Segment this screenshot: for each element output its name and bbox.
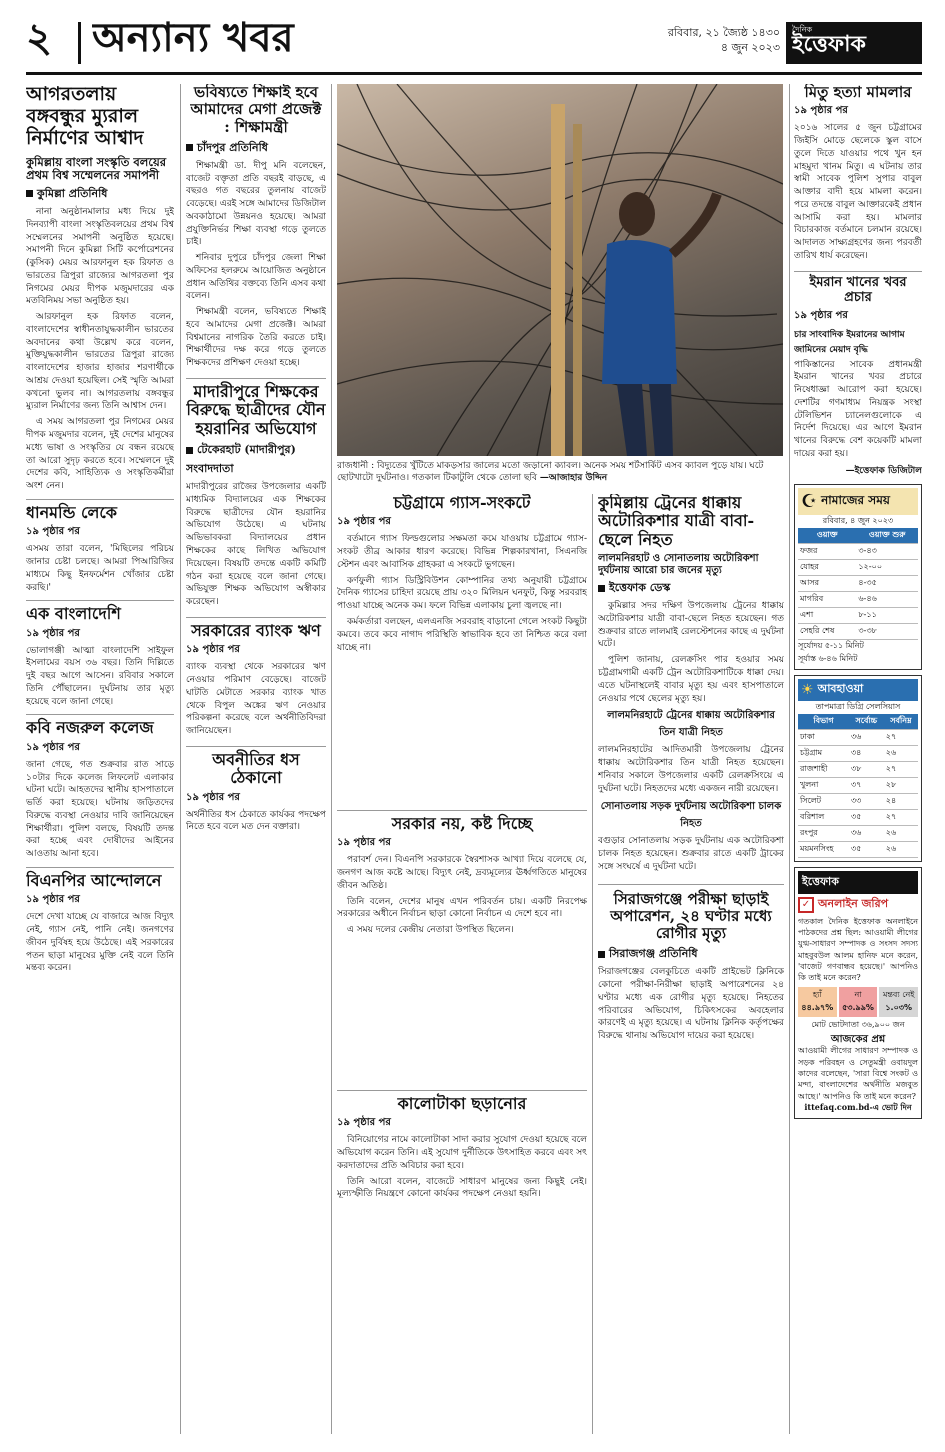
article-body-nazrul-college: জানা গেছে, গত শুক্রবার রাত সাড়ে ১০টার দিকে কলেজ লিফলেট এলাকার ঘটনা ঘটে। আহতদের স্থানীয় হাসপাতালে ভর্তি করা হয়েছে। ঘটনায় জড়িতদের বিরুদ্ধে ব্যবস্থা নেওয়ার দাবি জানিয়েছেন শিক্ষার্থীরা। পুলিশ বলছে, বিষয়টি তদন্ত করা হচ্ছে এবং দোষীদের আইনের আওতায় আনা হবে। <box>26 759 174 860</box>
prayer-table: ওয়াক্ত ওয়াক্ত শুরু ফজর ৩-৪৩ যোহর ১২-০০ আসর ৪-৩৫ মাগরিব ৬-৪৬ এশা ৮-১১ সেহরি শেষ ৩-৩৮ <box>798 528 918 640</box>
continued-ref: ১৯ পৃষ্ঠার পর <box>337 516 391 528</box>
table-row: মাগরিব ৬-৪৬ <box>798 591 918 607</box>
article-govt-suffering: সরকার নয়, কষ্ট দিচ্ছে ১৯ পৃষ্ঠার পর পরাবর্শ দেন। বিএনপি সরকারকে স্বৈরশাসক আখ্যা দিয়ে বলেছে যে, জনগণ আজ কষ্টে আছে। বিদ্যুৎ নেই, দ্রব্যমূল্যের ঊর্ধ্বগতিতে মানুষের জীবন অতিষ্ঠ। তিনি বলেন, দেশের মানুষ এখন পরিবর্তন চায়। একটি নিরপেক্ষ সরকারের অধীনে নির্বাচন ছাড়া কোনো নির্বাচন এ দেশে হবে না। এ সময় দলের কেন্দ্রীয় নেতারা উপস্থিত ছিলেন। <box>337 810 587 1084</box>
poll-logo: ইত্তেফাক <box>798 871 918 894</box>
column-1 <box>26 84 174 1434</box>
article-chittagong-gas: চট্টগ্রামে গ্যাস-সংকটে ১৯ পৃষ্ঠার পর বর্তমানে গ্যাস ফিল্ডগুলোর সক্ষমতা কমে যাওয়ায় চট্টগ্রামে গ্যাস-সংকট তীব্র আকার ধারণ করেছে। বিভিন্ন শিল্পকারখানা, সিএনজি স্টেশন এবং আবাসিক গ্রাহকরা এ সংকটে ভুগছেন। কর্ণফুলী গ্যাস ডিস্ট্রিবিউশন কোম্পানির তথ্য অনুযায়ী চট্টগ্রামে দৈনিক গ্যাসের চাহিদা রয়েছে প্রায় ৩২০ মিলিয়ন ঘনফুট, কিন্তু সরবরাহ পাওয়া যাচ্ছে অনেক কম। ফলে বিভিন্ন এলাকায় চুলা জ্বলছে না। কর্মকর্তারা বলছেন, এলএনজি সরবরাহ বাড়ানো গেলে সংকট কিছুটা কমবে। তবে কবে নাগাদ পরিস্থিতি স্বাভাবিক হবে তা নিশ্চিত করে বলা যাচ্ছে না। <box>337 494 587 653</box>
article-black-money: কালোটাকা ছড়ানোর ১৯ পৃষ্ঠার পর বিনিয়োগের নামে কালোটাকা সাদা করার সুযোগ দেওয়া হয়েছে বলে অভিযোগ করেন তিনি। এই সুযোগ দুর্নীতিকে উৎসাহিত করবে এবং সৎ করদাতাদের প্রতি অবিচার করা হবে। তিনি আরো বলেন, বাজেটে সাধারণ মানুষের জন্য কিছুই নেই। মূল্যস্ফীতি নিয়ন্ত্রণে কোনো কার্যকর পদক্ষেপ নেওয়া হয়নি। <box>337 1090 587 1434</box>
table-row: রাজশাহী ৩৮ ২৭ <box>798 761 918 777</box>
credit: —ইত্তেফাক ডিজিটাল <box>845 465 922 476</box>
headline-govt-suffering: সরকার নয়, কষ্ট দিচ্ছে <box>391 814 533 833</box>
poll-yes: হ্যাঁ ৪৪.৯৭% <box>798 987 837 1017</box>
deck-comilla-train: লালমনিরহাট ও সোনাতলায় অটোরিকশা দুর্ঘটনায় আরো চার জনের মৃত্যু <box>598 553 759 576</box>
byline: টেকেরহাট (মাদারীপুর) সংবাদদাতা <box>186 441 326 479</box>
headline-madaripur: মাদারীপুরে শিক্ষকের বিরুদ্ধে ছাত্রীদের যৌন হয়রানির অভিযোগ <box>186 378 326 438</box>
header-rule <box>26 72 922 75</box>
byline: ইত্তেফাক ডেস্ক <box>598 579 784 598</box>
column-divider <box>180 84 181 1434</box>
todays-question: আওয়ামী লীগের সাধারণ সম্পাদক ও সড়ক পরিবহন ও সেতুমন্ত্রী ওবায়দুল কাদের বলেছেন, 'সারা বিশ্বে সংকট ও মন্দা, বাংলাদেশের অর্থনীতি মজবুত আছে।' আপনিও কি তাই মনে করেন? <box>798 1046 918 1101</box>
section-title: অন্যান্য খবর <box>92 18 294 61</box>
continued-ref: ১৯ পৃষ্ঠার পর <box>26 526 80 538</box>
sun-cloud-icon: ☀ <box>801 681 814 698</box>
column-4: কুমিল্লায় ট্রেনের ধাক্কায় অটোরিকশার যাত্রী বাবা-ছেলে নিহত লালমনিরহাট ও সোনাতলায় অটোরিকশা দুর্ঘটনায় আরো চার জনের মৃত্যু ইত্তেফাক ডেস্ক কুমিল্লার সদর দক্ষিণ উপজেলায় ট্রেনের ধাক্কায় অটোরিকশার যাত্রী বাবা-ছেলে নিহত হয়েছেন। গত শুক্রবার রাতে লালমাই রেলস্টেশনের কাছে এ দুর্ঘটনা ঘটে। পুলিশ জানায়, রেলক্রসিং পার হওয়ার সময় চট্টগ্রামগামী একটি ট্রেন অটোরিকশাটিকে ধাক্কা দেয়। এতে ঘটনাস্থলেই বাবার মৃত্যু হয় এবং হাসপাতালে নেওয়ার পথে ছেলের মৃত্যু হয়। লালমনিরহাটে ট্রেনের ধাক্কায় অটোরিকশার তিন যাত্রী নিহত লালমনিরহাটের আদিতমারী উপজেলায় ট্রেনের ধাক্কায় অটোরিকশার তিন যাত্রী নিহত হয়েছেন। শনিবার সকালে উপজেলার একটি রেলক্রসিংয়ে এ দুর্ঘটনা ঘটে। নিহতদের মধ্যে একজন নারী রয়েছেন। সোনাতলায় সড়ক দুর্ঘটনায় অটোরিকশা চালক নিহত বগুড়ার সোনাতলায় সড়ক দুর্ঘটনায় এক অটোরিকশা চালক নিহত হয়েছেন। শুক্রবার রাতে একটি ট্রাকের সঙ্গে সংঘর্ষে এ দুর্ঘটনা ঘটে। সিরাজগঞ্জে পরীক্ষা ছাড়াই অপারেশন, ২৪ ঘণ্টার মধ্যে রোগীর মৃত্যু সিরাজগঞ্জ প্রতিনিধি সিরাজগঞ্জের বেলকুচিতে একটি প্রাইভেট ক্লিনিকে কোনো পরীক্ষা-নিরীক্ষা ছাড়াই অপারেশনের ২৪ ঘণ্টার মধ্যে এক রোগীর মৃত্যু হয়েছে। নিহতের পরিবারের অভিযোগ, চিকিৎসকের অবহেলার কারণেই এ মৃত্যু হয়েছে। এ ঘটনায় ক্লিনিক কর্তৃপক্ষের বিরুদ্ধে থানায় অভিযোগ দায়ের করা হয়েছে। <box>598 494 784 1042</box>
continued-ref: ১৯ পৃষ্ঠার পর <box>337 1117 391 1129</box>
weather-box <box>794 675 922 862</box>
header-divider <box>78 22 81 64</box>
poll-no: না ৫৩.৯৯% <box>839 987 878 1017</box>
continued-ref: ১৯ পৃষ্ঠার পর <box>794 309 848 321</box>
poll-title: অনলাইন জরিপ <box>818 897 889 911</box>
headline-nazrul-college: কবি নজরুল কলেজ <box>26 714 174 737</box>
continued-ref: ১৯ পৃষ্ঠার পর <box>26 894 80 906</box>
table-row: ফজর ৩-৪৩ <box>798 543 918 559</box>
table-row: চট্টগ্রাম ৩৪ ২৬ <box>798 745 918 761</box>
article-body-bangladeshi: ভোলাগঞ্জী আত্মা বাংলাদেশি সাইফুল ইসলামের বয়স ৩৬ বছর। তিনি দিল্লিতে দুই বছর আগে আসেন। রবিবার সকালে তিনি পৌঁছালেন। দুর্ঘটনায় তার মৃত্যু হয়েছে বলে জানা গেছে। <box>26 645 174 707</box>
deck-agartala: কুমিল্লায় বাংলা সংস্কৃতি বলয়ের প্রথম বিশ্ব সম্মেলনের সমাপনী <box>26 154 167 182</box>
headline-education-minister: ভবিষ্যতে শিক্ষাই হবে আমাদের মেগা প্রজেক্ট : শিক্ষামন্ত্রী <box>190 84 322 136</box>
article-body-sirajganj: সিরাজগঞ্জের বেলকুচিতে একটি প্রাইভেট ক্লিনিকে কোনো পরীক্ষা-নিরীক্ষা ছাড়াই অপারেশনের ২৪ ঘণ্টার মধ্যে এক রোগীর মৃত্যু হয়েছে। নিহতের পরিবারের অভিযোগ, চিকিৎসকের অবহেলার কারণেই এ মৃত্যু হয়েছে। এ ঘটনায় ক্লিনিক কর্তৃপক্ষের বিরুদ্ধে থানায় অভিযোগ দায়ের করা হয়েছে। <box>598 967 784 1042</box>
table-row: ঢাকা ৩৬ ২৭ <box>798 729 918 745</box>
continued-ref: ১৯ পৃষ্ঠার পর <box>186 644 240 656</box>
article-body-sonatala: বগুড়ার সোনাতলায় সড়ক দুর্ঘটনায় এক অটোরিকশা চালক নিহত হয়েছেন। শুক্রবার রাতে একটি ট্রাকের সঙ্গে সংঘর্ষে এ দুর্ঘটনা ঘটে। <box>598 836 784 872</box>
column-divider <box>789 84 790 1434</box>
table-row: আসর ৪-৩৫ <box>798 575 918 591</box>
prayer-times-box <box>794 484 922 670</box>
poll-no-comment: মন্তব্য নেই ১.০৩% <box>879 987 918 1017</box>
table-row: যোহর ১২-০০ <box>798 559 918 575</box>
photo-caption: রাজধানী : বিদ্যুতের খুঁটিতে মাকড়সার জালের মতো জড়ানো ক্যাবল। অনেক সময় শর্টসার্কিট এসব ক্যাবল পুড়ে যায়। ঘটে ছোটখাটো দুর্ঘটনাও। গতকাল টিকাটুলি থেকে তোলা ছবি —আজাহার উদ্দিন <box>337 461 764 484</box>
headline-bangladeshi: এক বাংলাদেশি <box>26 600 174 623</box>
headline-mitu: মিতু হত্যা মামলার <box>804 84 912 101</box>
weather-subtitle: তাপমাত্রা ডিগ্রি সেলসিয়াস <box>815 701 901 711</box>
page-number: ২ <box>26 18 53 61</box>
headline-dhanmondi: ধানমন্ডি লেকে <box>26 499 174 522</box>
subhead-lalmonirhat: লালমনিরহাটে ট্রেনের ধাক্কায় অটোরিকশার তিন যাত্রী নিহত <box>607 710 775 739</box>
continued-ref: ১৯ পৃষ্ঠার পর <box>337 837 391 849</box>
masthead-logo: দৈনিক ইত্তেফাক <box>786 22 922 64</box>
date-bengali: রবিবার, ২১ জ্যৈষ্ঠ ১৪৩০ <box>667 26 780 39</box>
continued-ref: ১৯ পৃষ্ঠার পর <box>794 105 848 117</box>
byline: চাঁদপুর প্রতিনিধি <box>186 139 326 158</box>
byline: কুমিল্লা প্রতিনিধি <box>26 185 174 204</box>
news-photo-cables <box>337 84 783 456</box>
table-row: ময়মনসিংহ ৩৫ ২৬ <box>798 841 918 857</box>
article-body-economy: অর্থনীতির ধস ঠেকাতে কার্যকর পদক্ষেপ নিতে হবে বলে মত দেন বক্তারা। <box>186 809 326 833</box>
article-body-agartala: নানা অনুষ্ঠানমালার মধ্য দিয়ে দুই দিনব্যাপী বাংলা সংস্কৃতিবলয়ের প্রথম বিশ্ব সম্মেলনের সমাপনী অনুষ্ঠিত হয়েছে। সমাপনী দিনে কুমিল্লা সিটি কর্পোরেশনের (কুসিক) মেয়র আরফানুল হক রিফাত ও ভারতের ত্রিপুরা রাজ্যের আগরতলা পুর নিগমের মেয়র দীপক মজুমদারের এক মতবিনিময় সভা অনুষ্ঠিত হয়। আরফানুল হক রিফাত বলেন, বাংলাদেশের স্বাধীনতাযুদ্ধকালীন ভারতের অবদানের কথা উল্লেখ করে বলেন, মুক্তিযুদ্ধকালীন ভারতের ত্রিপুরা রাজ্যে বাংলাদেশের হাজার হাজার শরণার্থীকে আশ্রয় দেওয়া হয়েছিল। সেই স্মৃতি আমরা কখনো ভুলব না। আগরতলায় বঙ্গবন্ধুর ম্যুরাল নির্মাণের জন্য তিনি আশ্বাস দেন। এ সময় আগরতলা পুর নিগমের মেয়র দীপক মজুমদার বলেন, দুই দেশের মানুষের মধ্যে ভাষা ও সংস্কৃতির যে বন্ধন রয়েছে তা আরো সুদৃঢ় করতে হবে। সম্মেলনে দুই দেশের কবি, সাহিত্যিক ও সংস্কৃতিকর্মীরা অংশ নেন। <box>26 206 174 492</box>
cable-tangle-illustration <box>337 84 783 456</box>
issue-date <box>640 26 780 60</box>
article-body-bank-loan: ব্যাংক ব্যবস্থা থেকে সরকারের ঋণ নেওয়ার পরিমাণ বেড়েছে। বাজেট ঘাটতি মেটাতে সরকার ব্যাংক খাত থেকে বিপুল অঙ্কের ঋণ নেওয়ার পরিকল্পনা করেছে বলে অর্থনীতিবিদরা জানিয়েছেন। <box>186 662 326 737</box>
date-english: ৪ জুন ২০২৩ <box>720 40 780 54</box>
todays-question-title: আজকের প্রশ্ন <box>830 1033 886 1045</box>
article-body-imran-khan: পাকিস্তানের সাবেক প্রধানমন্ত্রী ইমরান খানের খবর প্রচারে নিষেধাজ্ঞা আরোপ করা হয়েছে। দেশটির গণমাধ্যম নিয়ন্ত্রক সংস্থা টেলিভিশন চ্যানেলগুলোকে এ নির্দেশ দিয়েছে। এর আগে ইমরান খানের বিরুদ্ধে বেশ কয়েকটি মামলা দায়ের করা হয়। <box>794 359 922 459</box>
prayer-date: রবিবার, ৪ জুন ২০২৩ <box>822 515 894 525</box>
continued-ref: ১৯ পৃষ্ঠার পর <box>26 741 80 753</box>
sunrise-note: সূর্যোদয় ৫-১১ মিনিট <box>798 640 864 650</box>
column-2 <box>186 84 326 1434</box>
headline-bnp: বিএনপির আন্দোলনে <box>26 867 174 890</box>
table-row: রংপুর ৩৬ ২৬ <box>798 825 918 841</box>
weather-table: বিভাগ সর্বোচ্চ সর্বনিম্ন ঢাকা ৩৬ ২৭ চট্টগ্রাম ৩৪ ২৬ রাজশাহী ৩৮ ২৭ খুলনা ৩৭ ২৮ সিলেট ৩৩ ২৪ বরিশাল ৩৫ ২৭ রংপুর ৩৬ ২৬ ময়মনসিংহ ৩৫ ২৬ <box>798 714 918 858</box>
weather-title: আবহাওয়া <box>817 682 864 696</box>
article-body-education: শিক্ষামন্ত্রী ডা. দীপু মনি বলেছেন, বাজেট বক্তৃতা প্রতি বছরই বাড়ছে, এ বছরও গত বছরের তুলনায় বাজেট বেড়েছে। এরই সঙ্গে আমাদের ডিজিটাল অবকাঠামো উন্নয়নও হয়েছে। আমরা প্রযুক্তিনির্ভর শিক্ষা ব্যবস্থা গড়ে তুলতে চাই। শনিবার দুপুরে চাঁদপুর জেলা শিক্ষা অফিসের হলরুমে আয়োজিত অনুষ্ঠানে প্রধান অতিথির বক্তব্যে তিনি এসব কথা বলেন। শিক্ষামন্ত্রী বলেন, ভবিষ্যতে শিক্ষাই হবে আমাদের মেগা প্রজেক্ট। আমরা বিশ্বমানের নাগরিক তৈরি করতে চাই। শিক্ষার্থীদের দক্ষ করে গড়ে তুলতে শিক্ষকদের প্রশিক্ষণ দেওয়া হচ্ছে। <box>186 160 326 369</box>
column-divider <box>592 494 593 1434</box>
article-body-mitu: ২০১৬ সালের ৫ জুন চট্টগ্রামের জিইসি মোড়ে ছেলেকে স্কুল বাসে তুলে দিতে যাওয়ার পথে খুন হন মাহমুদা খানম মিতু। এ ঘটনায় তার স্বামী সাবেক পুলিশ সুপার বাবুল আক্তার বাদী হয়ে মামলা করেন। পরে তদন্তে বাবুল আক্তারকেই প্রধান আসামি করা হয়। মামলার বিচারকাজ বর্তমানে চলমান রয়েছে। আদালত সাক্ষ্যগ্রহণের জন্য পরবর্তী তারিখ ধার্য করেছেন। <box>794 123 922 261</box>
online-poll-box <box>794 867 922 1119</box>
headline-bank-loan: সরকারের ব্যাংক ঋণ <box>186 617 326 640</box>
poll-link[interactable]: ittefaq.com.bd-এ ভোট দিন <box>804 1102 912 1113</box>
headline-black-money: কালোটাকা ছড়ানোর <box>397 1094 527 1113</box>
sunset-note: সূর্যাস্ত ৬-৪৬ মিনিট <box>798 653 858 663</box>
poll-question: গতকাল দৈনিক ইত্তেফাক অনলাইনে পাঠকদের প্রশ্ন ছিল: আওয়ামী লীগের যুগ্ম-সাধারণ সম্পাদক ও সংসদ সদস্য মাহবুবউল আলম হানিফ মনে করেন, 'বাজেট গণবান্ধব হয়েছে।' আপনিও কি তাই মনে করেন? <box>798 916 918 983</box>
article-body-madaripur: মাদারীপুরের রাজৈর উপজেলার একটি মাধ্যমিক বিদ্যালয়ের এক শিক্ষকের বিরুদ্ধে ছাত্রীদের যৌন হয়রানির অভিযোগ উঠেছে। এ ঘটনায় অভিভাবকরা বিদ্যালয়ের প্রধান শিক্ষকের কাছে লিখিত অভিযোগ দিয়েছেন। বিষয়টি তদন্তে একটি কমিটি গঠন করা হয়েছে বলে জানা গেছে। অভিযুক্ত শিক্ষক অভিযোগ অস্বীকার করেছেন। <box>186 482 326 608</box>
subhead-imran-khan: চার সাংবাদিক ইমরানের আগাম জামিনের মেয়াদ বৃদ্ধি <box>794 329 905 355</box>
subhead-sonatala: সোনাতলায় সড়ক দুর্ঘটনায় অটোরিকশা চালক নিহত <box>600 801 782 830</box>
continued-ref: ১৯ পৃষ্ঠার পর <box>26 627 80 639</box>
poll-results <box>798 987 918 1017</box>
headline-economy: অবনীতির ধস ঠেকানো <box>186 746 326 788</box>
photo-credit: —আজাহার উদ্দিন <box>539 473 608 484</box>
headline-agartala: আগরতলায় বঙ্গবন্ধুর ম্যুরাল নির্মাণের আশ্বাদ <box>26 84 144 149</box>
table-row: খুলনা ৩৭ ২৮ <box>798 777 918 793</box>
table-row: বরিশাল ৩৫ ২৭ <box>798 809 918 825</box>
article-body-dhanmondi: এসময় তারা বলেন, 'মিছিলের পরিচয় জানার চেষ্টা চলছে। আমরা পিআরিজির মাধ্যমে কিছু ইনফর্মেশন খোঁজার চেষ্টা করছি।' <box>26 544 174 593</box>
checkbox-icon: ✓ <box>798 897 814 913</box>
article-body-lalmonirhat: লালমনিরহাটের আদিতমারী উপজেলায় ট্রেনের ধাক্কায় অটোরিকশার তিন যাত্রী নিহত হয়েছেন। শনিবার সকালে উপজেলার একটি রেলক্রসিংয়ে এ দুর্ঘটনা ঘটে। নিহতদের মধ্যে একজন নারী রয়েছেন। <box>598 745 784 794</box>
table-row: এশা ৮-১১ <box>798 607 918 623</box>
column-5 <box>794 84 922 1434</box>
poll-total: মোট ভোটদাতা ৩৬,৯০০ জন <box>811 1019 905 1029</box>
table-row: সিলেট ৩৩ ২৪ <box>798 793 918 809</box>
article-body-bnp: দেশে দেখা যাচ্ছে যে বাজারে আজ বিদ্যুৎ নেই, গ্যাস নেই, পানি নেই। জনগণের জীবন দুর্বিষহ হয়ে উঠেছে। এই সরকারের পতন ছাড়া মানুষের মুক্তি নেই বলে তিনি মন্তব্য করেন। <box>26 912 174 974</box>
headline-comilla-train: কুমিল্লায় ট্রেনের ধাক্কায় অটোরিকশার যাত্রী বাবা-ছেলে নিহত <box>598 494 755 549</box>
headline-imran-khan: ইমরান খানের খবর প্রচার <box>794 271 922 306</box>
continued-ref: ১৯ পৃষ্ঠার পর <box>186 791 240 803</box>
byline: সিরাজগঞ্জ প্রতিনিধি <box>598 945 784 964</box>
table-row: সেহরি শেষ ৩-৩৮ <box>798 623 918 639</box>
headline-sirajganj: সিরাজগঞ্জে পরীক্ষা ছাড়াই অপারেশন, ২৪ ঘণ্টার মধ্যে রোগীর মৃত্যু <box>598 884 784 943</box>
mosque-icon: ☪ <box>801 490 818 512</box>
prayer-title: নামাজের সময় <box>821 493 890 508</box>
headline-chittagong-gas: চট্টগ্রামে গ্যাস-সংকটে <box>393 494 531 512</box>
column-divider <box>331 84 332 1434</box>
